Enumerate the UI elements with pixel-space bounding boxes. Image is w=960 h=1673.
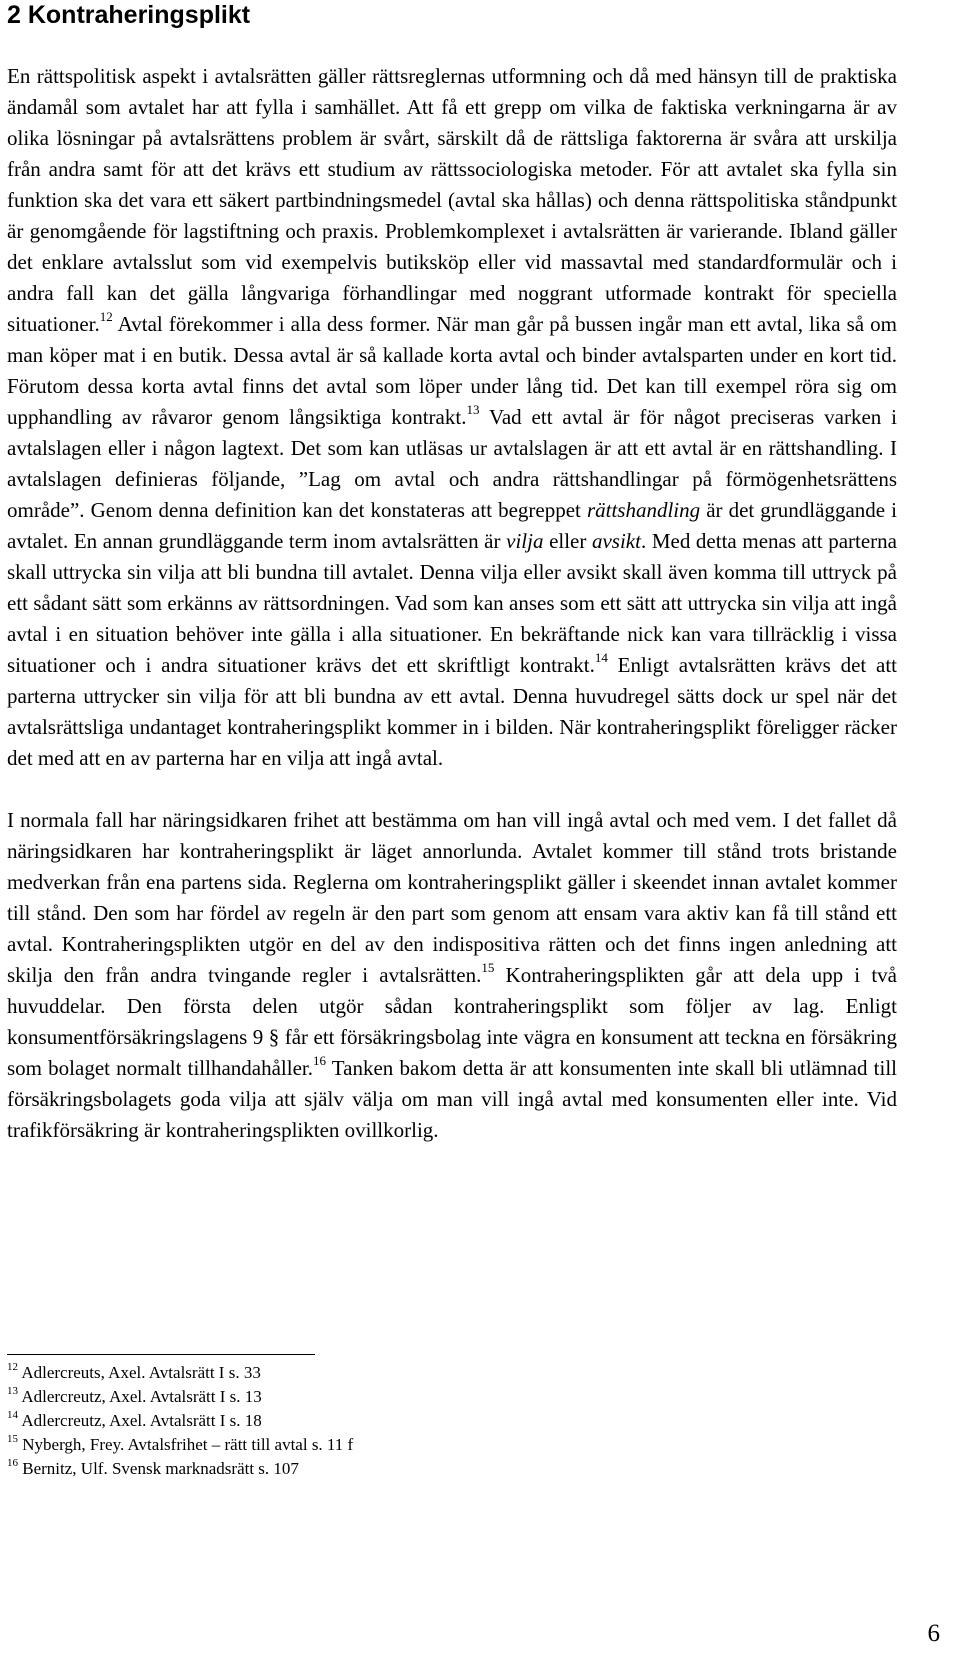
footnote-ref-12[interactable]: 12 [99,309,113,324]
page-number: 6 [927,1620,940,1647]
footnote-text: Nybergh, Frey. Avtalsfrihet – rätt till avtal s. 11 f [22,1435,354,1454]
body-paragraph-1 [7,61,897,774]
text-run: eller [543,529,592,553]
footnote [7,1409,353,1433]
footnote-text: Adlercreutz, Axel. Avtalsrätt I s. 13 [21,1387,262,1406]
footnote-number: 16 [7,1457,18,1470]
footnote-ref-13[interactable]: 13 [466,402,480,417]
footnote-number: 13 [7,1385,18,1398]
term-rattshandling: rättshandling [586,498,701,522]
text-run: Avtal förekommer i alla dess former. När man går på bussen ingår man ett avtal, lika så om man köper mat i en butik. Dessa avtal är så kallade korta avtal och binder avtalsparten under en kort tid. Förutom dessa korta avtal finns det avtal som löper under lång tid. Det kan till exempel röra sig om upphandling av råvaror genom långsiktiga kontrakt. [7,312,897,429]
footnote-number: 14 [7,1409,18,1422]
text-run: Tanken bakom detta är att konsumenten inte skall bli utlämnad till försäkringsbolagets goda vilja att själv välja om man vill ingå avtal med konsumenten eller inte. Vid trafikförsäkring är kontraheringsplikten ovillkorlig. [7,1056,897,1142]
footnote [7,1361,353,1385]
footnote-text: Adlercreuts, Axel. Avtalsrätt I s. 33 [21,1363,261,1382]
text-run: I normala fall har näringsidkaren frihet att bestämma om han vill ingå avtal och med vem. I det fallet då näringsidkaren har kontraheringsplikt är läget annorlunda. Avtalet kommer till stånd trots bristande medverkan från ena partens sida. Reglerna om kontraheringsplikt gäller i skeendet innan avtalet kommer till stånd. Den som har fördel av regeln är den part som genom att ensam vara aktiv kan få till stånd ett avtal. Kontraheringsplikten utgör en del av den indispositiva rätten och det finns ingen anledning att skilja den från andra tvingande regler i avtalsrätten. [7,808,897,987]
footnotes [7,1361,353,1481]
footnote [7,1457,353,1481]
body-paragraph-2 [7,805,897,1146]
footnote-number: 12 [7,1361,18,1374]
footnote [7,1433,353,1457]
text-run: Kontraheringsplikten går att dela upp i två huvuddelar. Den första delen utgör sådan kontraheringsplikt som följer av lag. Enligt konsumentförsäkringslagens 9 § får ett försäkringsbolag inte vägra en konsument att teckna en försäkring som bolaget normalt tillhandahåller. [7,963,898,1080]
text-run: är det grundläggande i avtalet. En annan grundläggande term inom avtalsrätten är [7,498,897,553]
text-run: En rättspolitisk aspekt i avtalsrätten gäller rättsreglernas utformning och då med hänsyn till de praktiska ändamål som avtalet har att fylla i samhället. Att få ett grepp om vilka de faktiska verkningarna är av olika lösningar på avtalsrättens problem är svårt, särskilt då de rättsliga faktorerna är svåra att urskilja från andra samt för att det krävs ett studium av rättssociologiska metoder. För att avtalet ska fylla sin funktion ska det vara ett säkert partbindningsmedel (avtal ska hållas) och denna rättspolitiska ståndpunkt är genomgående för lagstiftning och praxis. Problemkomplexet i avtalsrätten är varierande. Ibland gäller det enklare avtalsslut som vid exempelvis butiksköp eller vid massavtal med standardformulär och i andra fall kan det gälla långvariga förhandlingar med noggrant utformade kontrakt för speciella situationer. [7,64,897,336]
footnote [7,1385,353,1409]
footnote-ref-16[interactable]: 16 [313,1053,327,1068]
footnote-ref-14[interactable]: 14 [594,650,608,665]
footnote-number: 15 [7,1433,18,1446]
footnote-text: Bernitz, Ulf. Svensk marknadsrätt s. 107 [22,1459,299,1478]
term-vilja: vilja [506,529,544,553]
term-avsikt: avsikt [591,529,641,553]
footnote-ref-15[interactable]: 15 [481,960,495,975]
footnote-text: Adlercreutz, Axel. Avtalsrätt I s. 18 [21,1411,262,1430]
text-run: Enligt avtalsrätten krävs det att parterna uttrycker sin vilja för att bli bundna av ett avtal. Denna huvudregel sätts dock ur spel när det avtalsrättsliga undantaget kontraheringsplikt kommer in i bilden. När kontraheringsplikt föreligger räcker det med att en av parterna har en vilja att ingå avtal. [7,653,897,770]
text-run: Vad ett avtal är för något preciseras varken i avtalslagen eller i någon lagtext. Det som kan utläsas ur avtalslagen är att ett avtal är en rättshandling. I avtalslagen definieras följande, ”Lag om avtal och andra rättshandlingar på förmögenhetsrättens område”. Genom denna definition kan det konstateras att begreppet [7,405,897,522]
text-run: . Med detta menas att parterna skall uttrycka sin vilja att bli bundna till avtalet. Denna vilja eller avsikt skall även komma till uttryck på ett sådant sätt som erkänns av rättsordningen. Vad som kan anses som ett sätt att uttrycka sin vilja att ingå avtal i en situation behöver inte gälla i alla situationer. En bekräftande nick kan vara tillräcklig i vissa situationer och i andra situationer krävs det ett skriftligt kontrakt. [7,529,897,677]
footnote-divider [7,1354,315,1355]
section-heading: 2 Kontraheringsplikt [7,1,251,29]
page-content [7,0,897,1146]
